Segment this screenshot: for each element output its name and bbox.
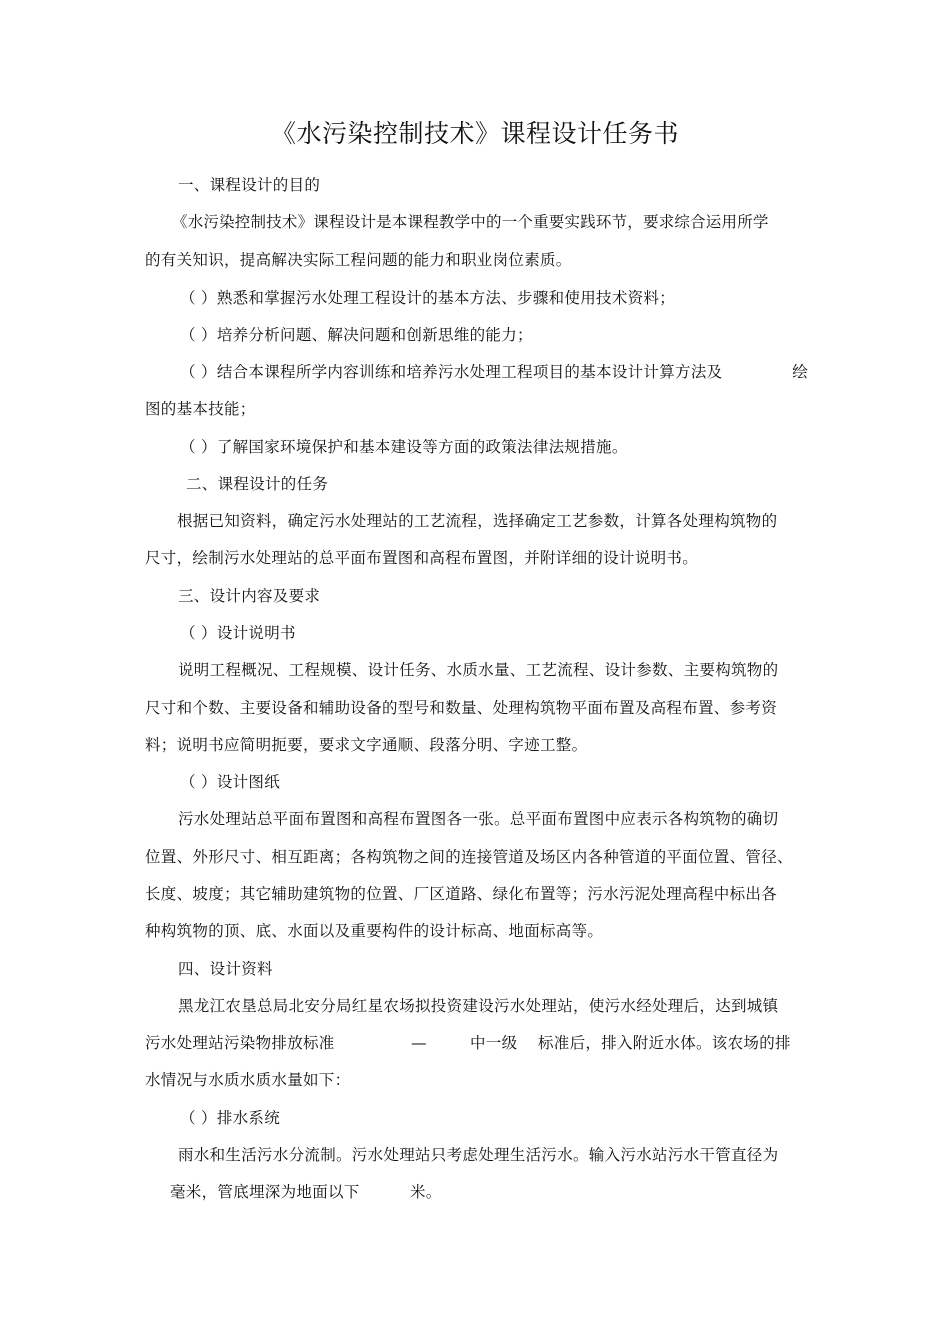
section-3-para-1-line-1: 说明工程概况、工程规模、设计任务、水质水量、工艺流程、设计参数、主要构筑物的 bbox=[178, 661, 779, 679]
section-3-para-1-line-3: 料；说明书应简明扼要，要求文字通顺、段落分明、字迹工整。 bbox=[145, 736, 588, 754]
section-4-line-1: 黑龙江农垦总局北安分局红星农场拟投资建设污水处理站，使污水经处理后，达到城镇 bbox=[178, 997, 779, 1015]
section-3-subheading-2: （ ）设计图纸 bbox=[180, 773, 281, 791]
section-4-line-3: 水情况与水质水质水量如下： bbox=[145, 1071, 351, 1089]
pipe-depth-unit: 米。 bbox=[410, 1183, 442, 1201]
standard-dash: — bbox=[411, 1034, 427, 1052]
section-3-para-2-line-2: 位置、外形尺寸、相互距离；各构筑物之间的连接管道及场区内各种管道的平面位置、管径、 bbox=[145, 848, 793, 866]
section-3-heading: 三、设计内容及要求 bbox=[178, 587, 321, 605]
section-3-para-2-line-1: 污水处理站总平面布置图和高程布置图各一张。总平面布置图中应表示各构筑物的确切 bbox=[178, 810, 779, 828]
standard-tail-text: 标准后，排入附近水体。该农场的排 bbox=[538, 1034, 791, 1052]
objective-item-3-line-2: 图的基本技能； bbox=[145, 400, 256, 418]
standard-name-text: 污水处理站污染物排放标准 bbox=[145, 1034, 335, 1052]
section-4-subheading-1: （ ）排水系统 bbox=[180, 1109, 281, 1127]
section-3-subheading-1: （ ）设计说明书 bbox=[180, 624, 296, 642]
objective-item-3-tail: 绘 bbox=[792, 363, 808, 381]
section-2-heading: 二、课程设计的任务 bbox=[186, 475, 329, 493]
section-1-intro-line-1 bbox=[172, 212, 806, 232]
section-3-para-2-line-3: 长度、坡度；其它辅助建筑物的位置、厂区道路、绿化布置等；污水污泥处理高程中标出各 bbox=[145, 885, 778, 903]
section-2-line-2: 尺寸，绘制污水处理站的总平面布置图和高程布置图，并附详细的设计说明书。 bbox=[145, 549, 699, 567]
section-1-intro-line-2: 的有关知识，提高解决实际工程问题的能力和职业岗位素质。 bbox=[145, 251, 572, 269]
section-4-heading: 四、设计资料 bbox=[178, 960, 273, 978]
objective-item-4: （ ）了解国家环境保护和基本建设等方面的政策法律法规措施。 bbox=[180, 438, 628, 456]
section-2-line-1: 根据已知资料，确定污水处理站的工艺流程，选择确定工艺参数，计算各处理构筑物的 bbox=[177, 512, 778, 530]
section-1-heading: 一、课程设计的目的 bbox=[178, 176, 321, 194]
standard-grade: 中一级 bbox=[470, 1034, 518, 1052]
section-4-para-1-line-2 bbox=[170, 1182, 470, 1202]
pipe-depth-text: 毫米，管底埋深为地面以下 bbox=[170, 1183, 360, 1201]
section-4-para-1-line-1: 雨水和生活污水分流制。污水处理站只考虑处理生活污水。输入污水站污水干管直径为 bbox=[178, 1146, 779, 1164]
section-4-line-2 bbox=[145, 1033, 810, 1053]
section-3-para-2-line-4: 种构筑物的顶、底、水面以及重要构件的设计标高、地面标高等。 bbox=[145, 922, 604, 940]
document-title: 《水污染控制技术》课程设计任务书 bbox=[270, 119, 679, 148]
objective-item-3-line-1 bbox=[180, 362, 808, 382]
objective-item-3-text: （ ）结合本课程所学内容训练和培养污水处理工程项目的基本设计计算方法及 bbox=[180, 363, 723, 381]
objective-item-1: （ ）熟悉和掌握污水处理工程设计的基本方法、步骤和使用技术资料； bbox=[180, 289, 676, 307]
objective-item-2: （ ）培养分析问题、解决问题和创新思维的能力； bbox=[180, 326, 533, 344]
section-3-para-1-line-2: 尺寸和个数、主要设备和辅助设备的型号和数量、处理构筑物平面布置及高程布置、参考资 bbox=[145, 699, 778, 717]
section-1-intro-line-1-text: 《水污染控制技术》课程设计是本课程教学中的一个重要实践环节，要求综合运用所学 bbox=[172, 213, 769, 231]
